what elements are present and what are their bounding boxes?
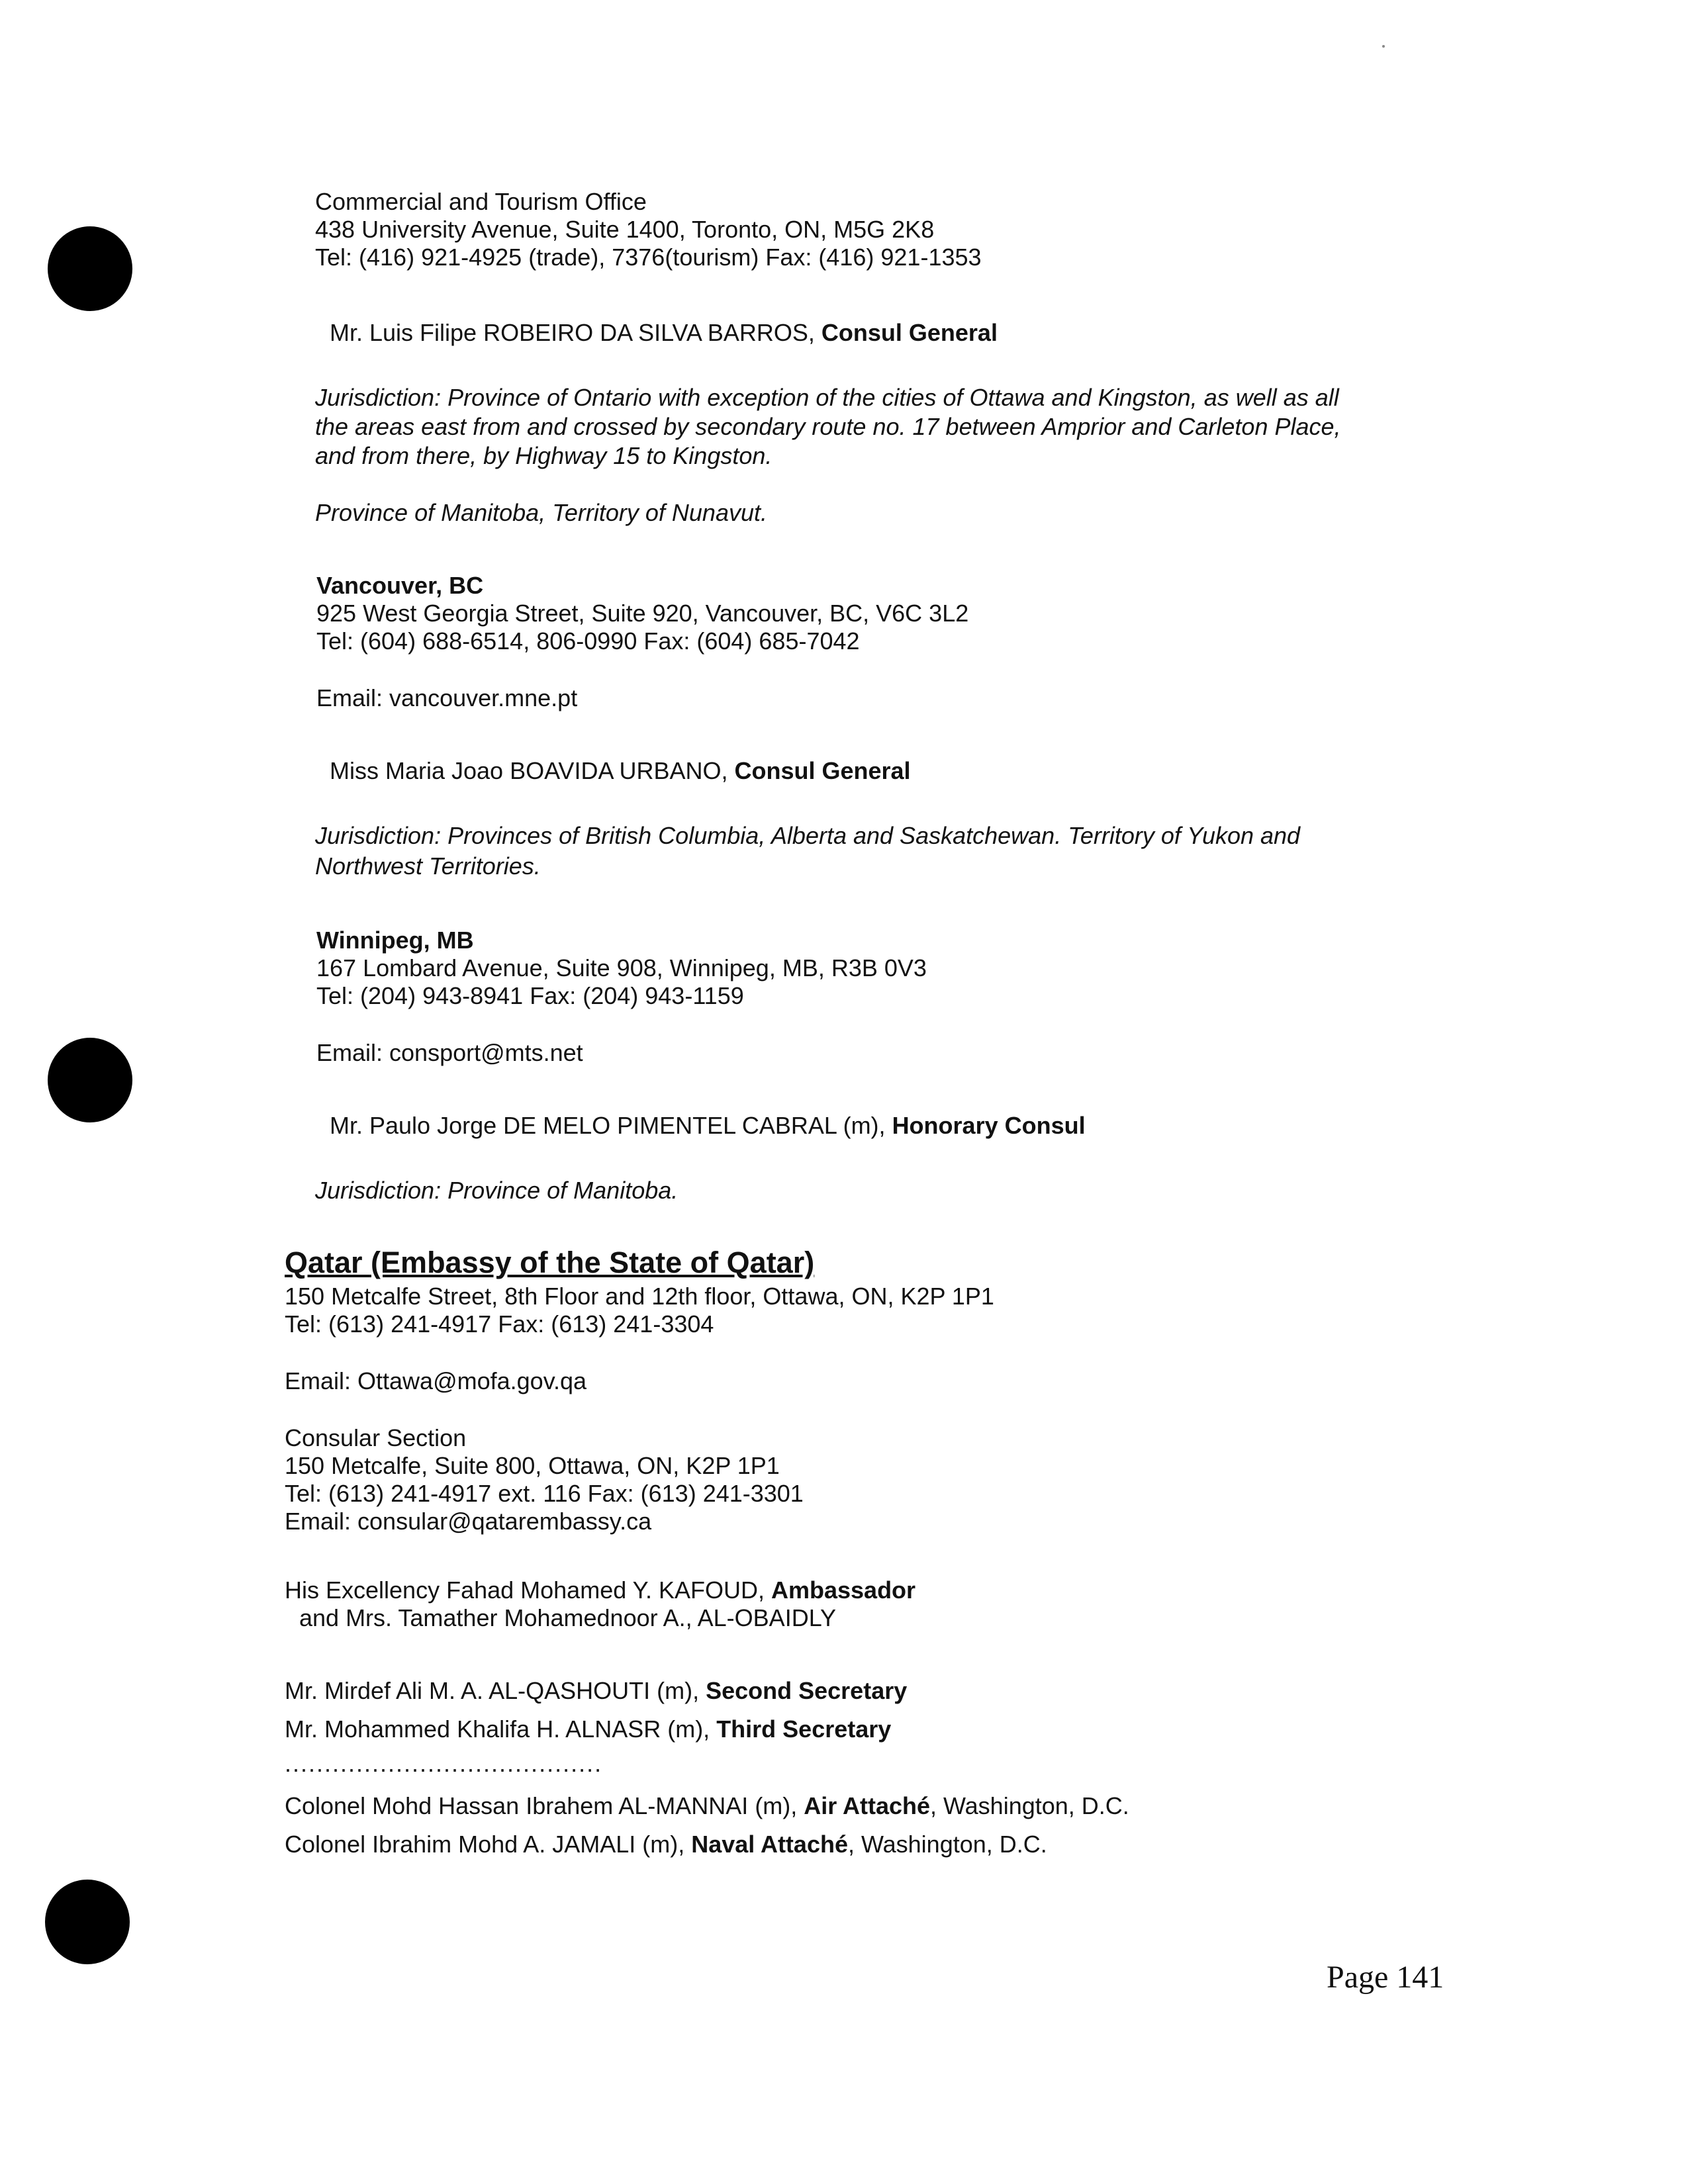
office-phone: Tel: (604) 688-6514, 806-0990 Fax: (604) 685-7042 — [316, 627, 860, 655]
office-phone: Tel: (416) 921-4925 (trade), 7376(tourism) Fax: (416) 921-1353 — [315, 244, 982, 271]
officer-title: Consul General — [734, 757, 911, 784]
attache-line — [285, 1831, 1047, 1858]
staff-title: Second Secretary — [706, 1677, 908, 1704]
consular-phone: Tel: (613) 241-4917 ext. 116 Fax: (613) 241-3301 — [285, 1480, 804, 1507]
punch-hole-top — [48, 226, 132, 311]
officer-title: Honorary Consul — [892, 1112, 1086, 1139]
embassy-address: 150 Metcalfe Street, 8th Floor and 12th floor, Ottawa, ON, K2P 1P1 — [285, 1283, 994, 1310]
officer-name: Mr. Paulo Jorge DE MELO PIMENTEL CABRAL (m), — [330, 1112, 892, 1139]
attache-location: , Washington, D.C. — [930, 1792, 1129, 1819]
officer-name: Mr. Luis Filipe ROBEIRO DA SILVA BARROS, — [330, 319, 821, 346]
embassy-email: Email: Ottawa@mofa.gov.qa — [285, 1367, 587, 1394]
staff-name: Mr. Mirdef Ali M. A. AL-QASHOUTI (m), — [285, 1677, 706, 1704]
officer-line — [330, 1112, 1086, 1140]
officer-title: Consul General — [821, 319, 998, 346]
attache-line — [285, 1792, 1129, 1820]
ambassador-title: Ambassador — [771, 1576, 916, 1604]
ambassador-spouse: and Mrs. Tamather Mohamednoor A., AL-OBAIDLY — [299, 1604, 837, 1631]
consular-address: 150 Metcalfe, Suite 800, Ottawa, ON, K2P 1P1 — [285, 1452, 780, 1479]
dotted-separator: ........................................ — [285, 1750, 603, 1777]
page-number: Page 141 — [1327, 1960, 1444, 1995]
office-address: 167 Lombard Avenue, Suite 908, Winnipeg, MB, R3B 0V3 — [316, 954, 927, 981]
consular-email: Email: consular@qatarembassy.ca — [285, 1508, 652, 1535]
jurisdiction-line: and from there, by Highway 15 to Kingston. — [315, 442, 773, 469]
country-heading: Qatar (Embassy of the State of Qatar) — [285, 1246, 815, 1279]
office-title: Commercial and Tourism Office — [315, 188, 647, 215]
staff-line — [285, 1715, 891, 1743]
jurisdiction-line: the areas east from and crossed by secondary route no. 17 between Amprior and Carleton Place, — [315, 413, 1341, 440]
office-email: Email: consport@mts.net — [316, 1039, 583, 1066]
punch-hole-bottom — [45, 1880, 130, 1964]
jurisdiction-line: Jurisdiction: Provinces of British Columbia, Alberta and Saskatchewan. Territory of Yukon and — [315, 822, 1301, 849]
consular-title: Consular Section — [285, 1424, 467, 1451]
jurisdiction-line: Northwest Territories. — [315, 852, 541, 880]
jurisdiction-line: Jurisdiction: Province of Ontario with exception of the cities of Ottawa and Kingston, as well as all — [315, 384, 1339, 411]
city-heading: Vancouver, BC — [316, 572, 484, 599]
staff-line — [285, 1677, 907, 1705]
office-address: 925 West Georgia Street, Suite 920, Vancouver, BC, V6C 3L2 — [316, 600, 969, 627]
attache-title: Naval Attaché — [691, 1831, 848, 1858]
punch-hole-middle — [48, 1038, 132, 1122]
officer-line — [330, 319, 998, 347]
office-phone: Tel: (204) 943-8941 Fax: (204) 943-1159 — [316, 982, 744, 1009]
attache-name: Colonel Mohd Hassan Ibrahem AL-MANNAI (m), — [285, 1792, 804, 1819]
embassy-phone: Tel: (613) 241-4917 Fax: (613) 241-3304 — [285, 1310, 714, 1338]
office-email: Email: vancouver.mne.pt — [316, 684, 578, 711]
staff-name: Mr. Mohammed Khalifa H. ALNASR (m), — [285, 1715, 717, 1743]
jurisdiction-extra: Province of Manitoba, Territory of Nunavut. — [315, 499, 767, 526]
jurisdiction-line: Jurisdiction: Province of Manitoba. — [315, 1177, 679, 1204]
officer-name: Miss Maria Joao BOAVIDA URBANO, — [330, 757, 735, 784]
attache-name: Colonel Ibrahim Mohd A. JAMALI (m), — [285, 1831, 692, 1858]
attache-title: Air Attaché — [804, 1792, 931, 1819]
scan-speck — [1382, 45, 1385, 48]
ambassador-name: His Excellency Fahad Mohamed Y. KAFOUD, — [285, 1576, 771, 1604]
city-heading: Winnipeg, MB — [316, 927, 474, 954]
officer-line — [330, 757, 911, 785]
ambassador-line — [285, 1576, 915, 1604]
office-address: 438 University Avenue, Suite 1400, Toronto, ON, M5G 2K8 — [315, 216, 935, 243]
attache-location: , Washington, D.C. — [847, 1831, 1047, 1858]
staff-title: Third Secretary — [716, 1715, 892, 1743]
